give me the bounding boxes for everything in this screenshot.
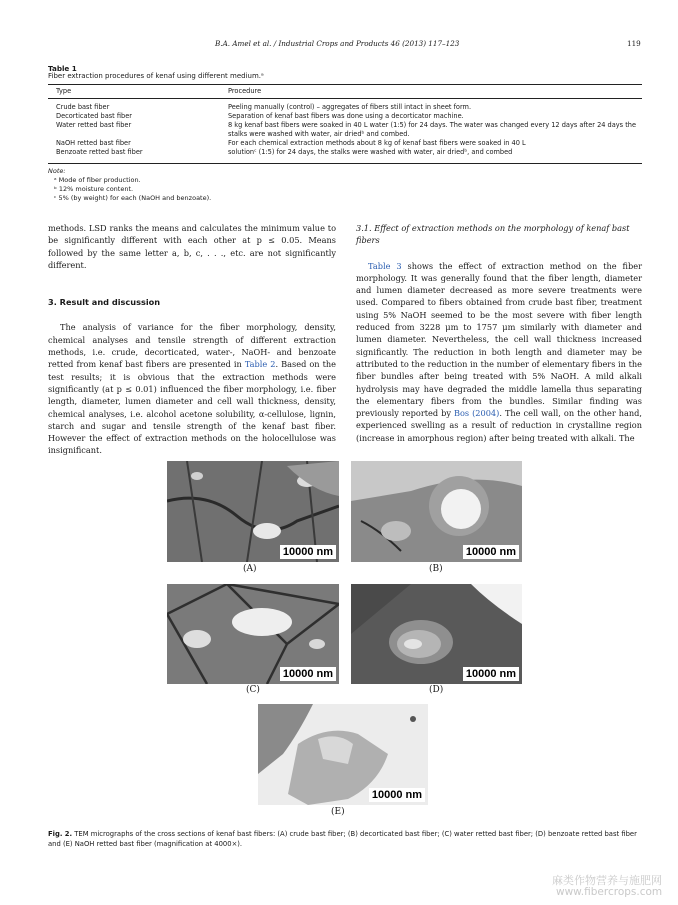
paragraph (356, 260, 642, 444)
micrograph-a (167, 461, 339, 562)
scale-bar-label: 10000 nm (369, 788, 425, 802)
table-cell: Decorticated bast fiber (56, 112, 132, 120)
table-cell: Water retted bast fiber (56, 121, 132, 129)
table-title: Table 1 (48, 64, 77, 73)
table-top-rule (48, 84, 642, 85)
paragraph-text: . Based on the test results; it is obvious that the extraction methods were significantly (at p ≤ 0.01) influenced the fiber morphology, i.e. fiber length, diameter, lumen diameter and cell wall thickness, density, chemical analyses, i.e. alcohol acetone solubility, α-cellulose, lignin, starch and sugar and tensile strength of the kenaf bast fiber. However the effect of extraction methods on the holocellulose was insignificant. (48, 359, 336, 456)
section-heading: 3. Result and discussion (48, 297, 161, 308)
paragraph: methods. LSD ranks the means and calculates the minimum value to be significantly different with each other at p ≤ 0.05. Means followed by the same letter a, b, c, . . ., etc. are not significantly different. (48, 223, 336, 270)
table-cell: Benzoate retted bast fiber (56, 148, 143, 156)
table-notes (48, 167, 211, 203)
table-caption: Fiber extraction procedures of kenaf using different medium.ᵃ (48, 72, 264, 80)
table-note: ᵃ Mode of fiber production. (54, 176, 141, 184)
table-row (48, 112, 642, 121)
paragraph-text: shows the effect of extraction method on the fiber morphology. It was generally found that the fiber length, diameter and lumen diameter decreased as more severe treatments were used. Compared to fibers obtained from crude bast fiber, treatment using 5% NaOH seemed to be the most severe with fiber length reduced from 3228 μm to 1757 μm similarly with diameter and lumen diameter. Nevertheless, the cell wall thickness increased significantly. The reduction in both length and diameter may be attributed to the reduction in the number of elementary fibers in the fiber bundles after being treated with 5% NaOH. A mild alkali hydrolysis may have degraded the middle lamella thus separating the elementary fibers from the bundles. Similar finding was previously reported by (356, 260, 642, 419)
micrograph-d (351, 584, 522, 684)
micrograph-b (351, 461, 522, 562)
panel-label-b: (B) (429, 564, 443, 574)
paragraph-text: The analysis of variance for the fiber morphology, density, chemical analyses and tensile strength of different extraction methods, i.e. crude, decorticated, water-, NaOH- and benzoate retted from kenaf bast fibers are presented in (48, 322, 336, 370)
table-row (48, 103, 642, 112)
table-cell: Peeling manually (control) – aggregates of fibers still intact in sheet form. (228, 103, 472, 111)
table-row (48, 121, 642, 139)
scale-bar-label: 10000 nm (463, 667, 519, 681)
subsection-heading: 3.1. Effect of extraction methods on the morphology of kenaf bast fibers (356, 223, 630, 246)
figure-caption-text: TEM micrographs of the cross sections of kenaf bast fibers: (A) crude bast fiber; (B) decorticated bast fiber; (C) water retted bast fiber; (D) benzoate retted bast fiber and (E) NaOH retted bast fiber (magnification at 4000×). (48, 830, 637, 848)
table-row (48, 148, 642, 157)
micrograph-e (258, 704, 428, 805)
running-header: B.A. Amel et al. / Industrial Crops and Products 46 (2013) 117–123 (215, 39, 460, 48)
table-body (48, 103, 642, 157)
table-cell: Separation of kenaf bast fibers was done using a decorticator machine. (228, 112, 464, 120)
table-header-rule (48, 98, 642, 99)
right-column (356, 222, 642, 444)
table-note: ᵇ 12% moisture content. (54, 185, 134, 193)
figure-caption-label: Fig. 2. (48, 830, 73, 838)
table-cell: NaOH retted bast fiber (56, 139, 131, 147)
table-cell: solutionᶜ (1:5) for 24 days, the stalks were washed with water, air driedᵇ, and combed (228, 148, 513, 156)
table-2-link[interactable]: Table 2 (244, 359, 276, 370)
table-row (48, 139, 642, 148)
scale-bar-label: 10000 nm (463, 545, 519, 559)
paragraph (48, 321, 336, 456)
table-cell: Crude bast fiber (56, 103, 110, 111)
table-3-link[interactable]: Table 3 (368, 260, 402, 271)
note-label: Note: (48, 167, 66, 175)
panel-label-d: (D) (429, 685, 444, 695)
col-header-type: Type (56, 87, 72, 95)
panel-label-c: (C) (246, 685, 260, 695)
table-note: ᶜ 5% (by weight) for each (NaOH and benzoate). (54, 194, 212, 202)
table-cell: 8 kg kenaf bast fibers were soaked in 40 L water (1:5) for 24 days. The water was changed every 12 days after 24 days the stalks were washed with water, air driedᵇ and combed. (228, 121, 637, 138)
figure-caption (48, 829, 642, 849)
panel-label-a: (A) (243, 564, 257, 574)
col-header-procedure: Procedure (228, 87, 262, 95)
table-bottom-rule (48, 163, 642, 164)
panel-label-e: (E) (331, 807, 345, 817)
table-header-row (48, 87, 642, 97)
page-number: 119 (627, 39, 641, 48)
scale-bar-label: 10000 nm (280, 667, 336, 681)
scale-bar-label: 10000 nm (280, 545, 336, 559)
watermark-url: www.fibercrops.com (556, 886, 663, 898)
left-column (48, 222, 336, 457)
table-cell: For each chemical extraction methods about 8 kg of kenaf bast fibers were soaked in 40 L (228, 139, 526, 147)
paragraph-text: . The cell wall, on the other hand, experienced swelling as a result of reduction in crystalline region (increase in amorphous region) after being treated with alkali. The (356, 408, 642, 443)
watermark-cn: 麻类作物营养与施肥网 (552, 874, 662, 887)
bos-2004-link[interactable]: Bos (2004) (453, 408, 500, 419)
micrograph-c (167, 584, 339, 684)
